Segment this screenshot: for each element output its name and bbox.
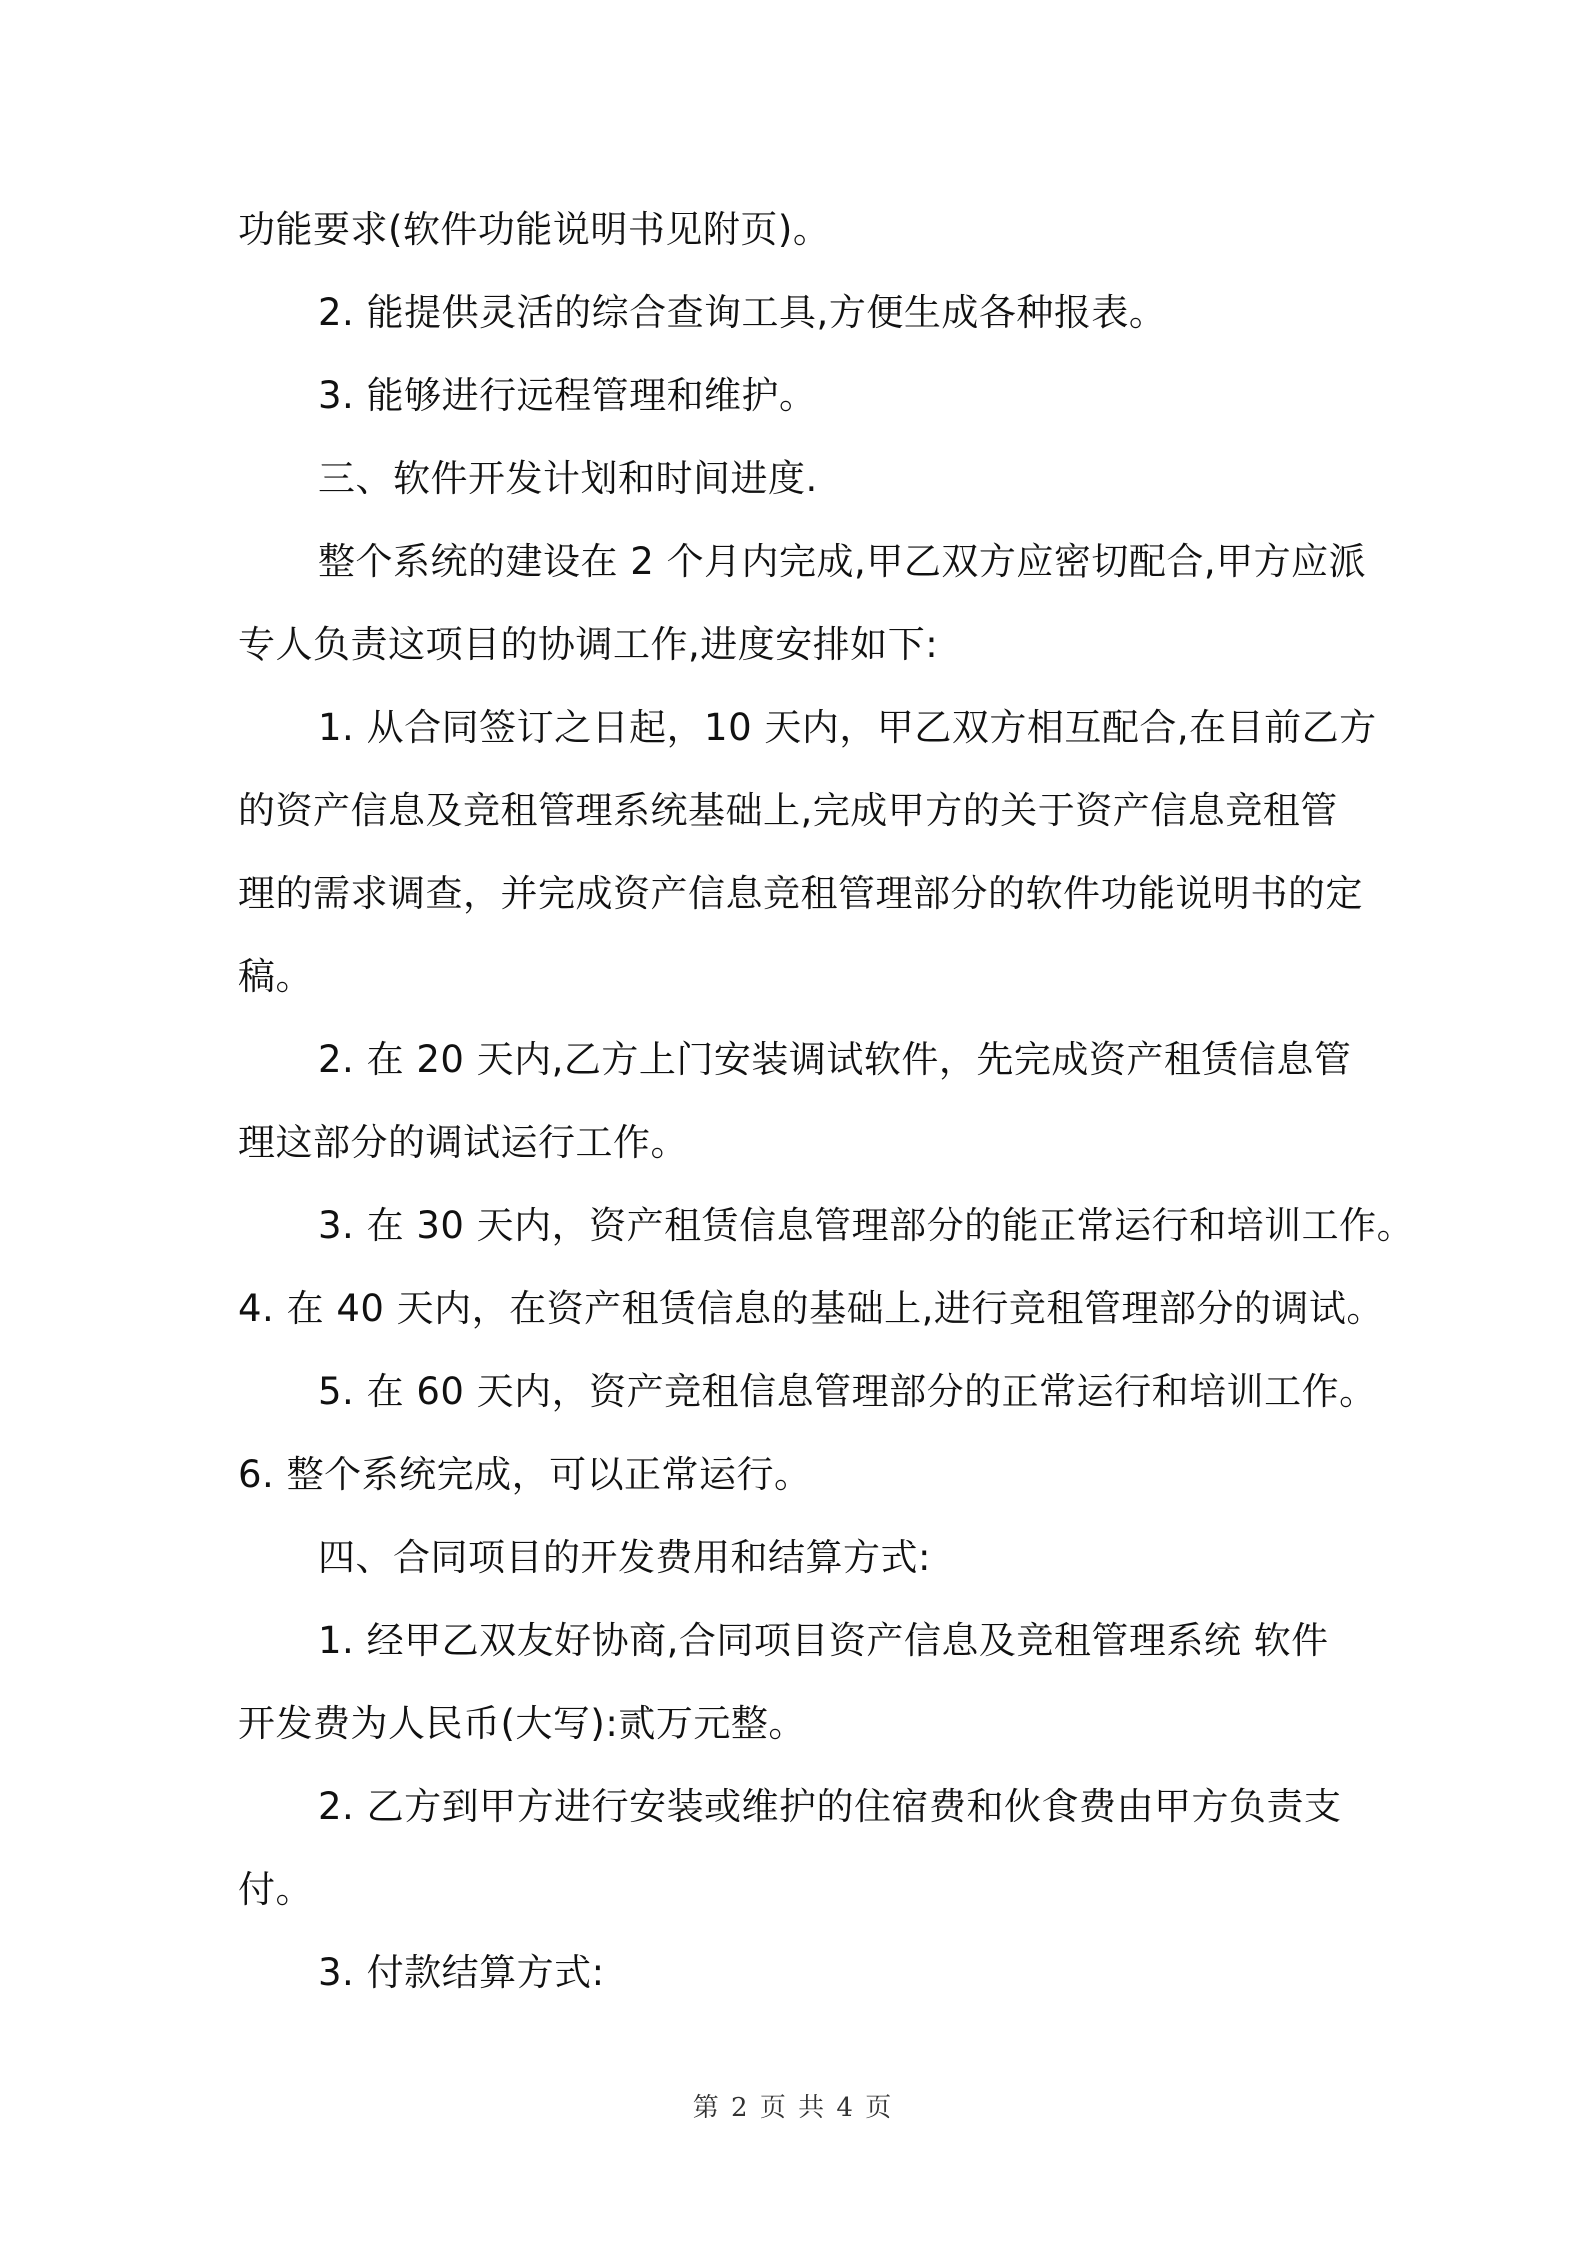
- text-line: 稿。: [238, 955, 313, 998]
- section-heading: 三、软件开发计划和时间进度.: [318, 457, 818, 500]
- text-line: 功能要求(软件功能说明书见附页)。: [238, 208, 831, 251]
- text-line: 2. 能提供灵活的综合查询工具,方便生成各种报表。: [318, 291, 1167, 334]
- section-heading: 四、合同项目的开发费用和结算方式:: [318, 1536, 931, 1579]
- text-line: 1. 从合同签订之日起，10 天内，甲乙双方相互配合,在目前乙方: [318, 706, 1377, 749]
- text-line: 2. 乙方到甲方进行安装或维护的住宿费和伙食费由甲方负责支: [318, 1785, 1342, 1828]
- text-line: 3. 能够进行远程管理和维护。: [318, 374, 817, 417]
- text-line: 2. 在 20 天内,乙方上门安装调试软件，先完成资产租赁信息管: [318, 1038, 1352, 1081]
- text-line: 付。: [238, 1868, 313, 1911]
- text-line: 3. 付款结算方式:: [318, 1951, 605, 1994]
- text-line: 理的需求调查，并完成资产信息竞租管理部分的软件功能说明书的定: [238, 872, 1363, 915]
- text-line: 6. 整个系统完成，可以正常运行。: [238, 1453, 812, 1496]
- text-line: 3. 在 30 天内，资产租赁信息管理部分的能正常运行和培训工作。: [318, 1204, 1415, 1247]
- text-line: 整个系统的建设在 2 个月内完成,甲乙双方应密切配合,甲方应派: [318, 540, 1367, 583]
- text-line: 的资产信息及竞租管理系统基础上,完成甲方的关于资产信息竞租管: [238, 789, 1338, 832]
- page-number-footer: 第 2 页 共 4 页: [692, 2093, 894, 2123]
- text-line: 专人负责这项目的协调工作,进度安排如下:: [238, 623, 939, 666]
- text-line: 理这部分的调试运行工作。: [238, 1121, 688, 1164]
- text-line: 1. 经甲乙双友好协商,合同项目资产信息及竞租管理系统 软件: [318, 1619, 1329, 1662]
- text-line: 4. 在 40 天内，在资产租赁信息的基础上,进行竞租管理部分的调试。: [238, 1287, 1384, 1330]
- text-line: 开发费为人民币(大写):贰万元整。: [238, 1702, 806, 1745]
- text-line: 5. 在 60 天内，资产竞租信息管理部分的正常运行和培训工作。: [318, 1370, 1377, 1413]
